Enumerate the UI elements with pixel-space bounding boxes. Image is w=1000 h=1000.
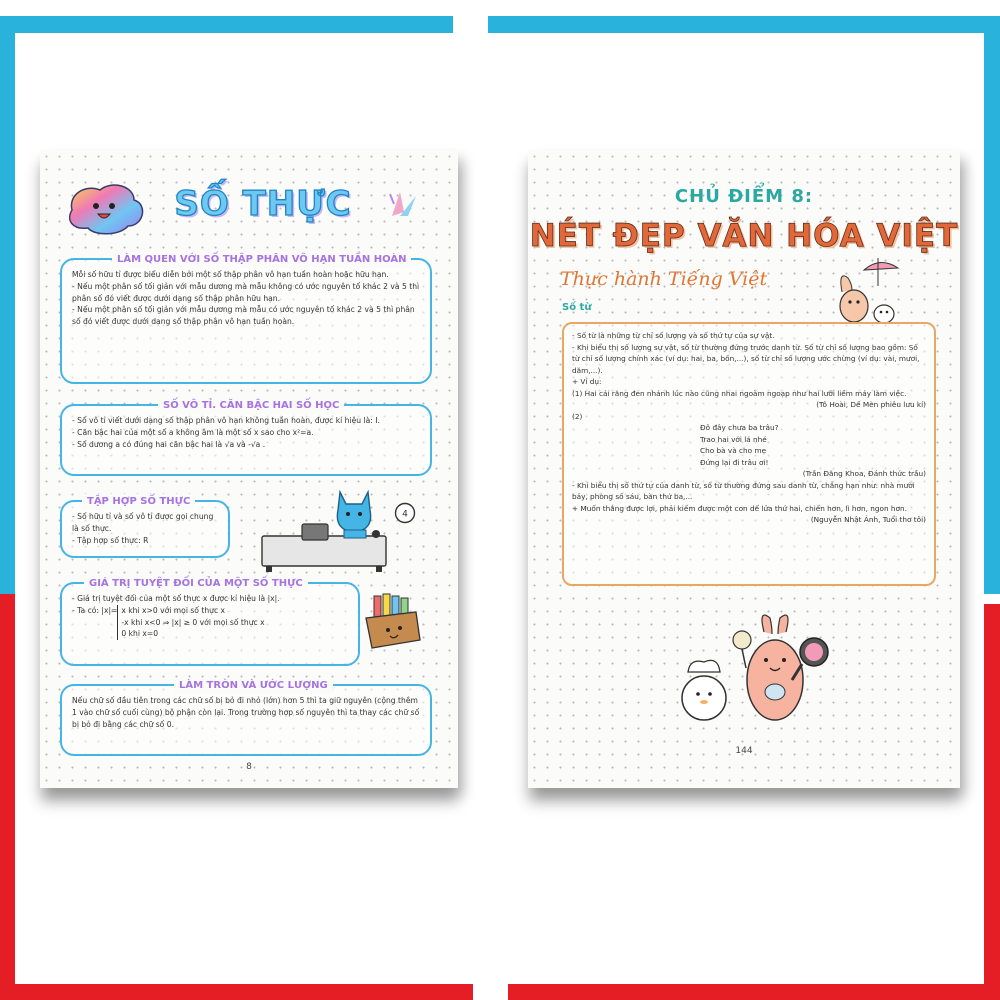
sparkle-icon [386, 186, 422, 222]
cat-at-desk-illustration [258, 484, 388, 574]
frame-bottom-left-bar [0, 984, 473, 1000]
content-text: + Muốn thắng được lợi, phải kiếm được một con dế lửa thứ hai, chiến hơn, lì hơn, ngon hơn. [572, 503, 907, 513]
rainbow-blob-icon [64, 180, 148, 236]
poem-line: Đứng lại đi trâu ơi! [700, 457, 769, 467]
clock-label: 4 [402, 509, 408, 520]
frame-left-blue-bar [0, 16, 15, 594]
section-text: - Giá trị tuyệt đối của một số thực x được kí hiệu là |x|. [72, 594, 280, 603]
poem-line: Trao hai với lá nhé [700, 434, 767, 444]
case-line: -x khi x<0 ⇒ |x| ≥ 0 với mọi số thực x [121, 617, 265, 627]
content-text: - Số từ là những từ chỉ số lượng và số thứ tự của sự vật. [572, 331, 775, 340]
page-number: 8 [246, 762, 252, 772]
section-label: Số từ [562, 302, 592, 313]
section-text: - Tập hợp số thực: R [72, 535, 149, 545]
citation: (Trần Đăng Khoa, Đánh thức trầu) [802, 469, 926, 479]
section-heading: GIÁ TRỊ TUYỆT ĐỐI CỦA MỘT SỐ THỰC [84, 576, 308, 592]
frame-top-right-bar [488, 16, 1000, 33]
page-title: SỐ THỰC [174, 184, 352, 224]
section-real-numbers-set [60, 496, 230, 558]
page-title: NÉT ĐẸP VĂN HÓA VIỆT [529, 218, 959, 254]
section-text: - Nếu một phân số tối giản với mẫu dương mà mẫu có ước nguyên tố khác 2 và 5 thì phân số đó viết được dưới dạng số thập phân vô hạn tuần hoàn. [72, 305, 415, 327]
frame-right-red-bar [984, 604, 1000, 1000]
section-heading: TẬP HỢP SỐ THỰC [82, 494, 195, 510]
section-text: - Nếu một phân số tối giản với mẫu dương mà mẫu không có ước nguyên tố khác 2 và 5 thì phân số đó viết được dưới dạng số thập phân hữu hạn. [72, 281, 420, 303]
left-page [40, 150, 458, 788]
frame-bottom-right-bar [508, 984, 1000, 1000]
section-text: - Ta có: |x|= [72, 605, 118, 615]
section-text: - Số vô tỉ viết dưới dạng số thập phân vô hạn không tuần hoàn, được kí hiệu là: I. [72, 416, 380, 425]
theme-label: CHỦ ĐIỂM 8: [674, 186, 814, 207]
poem [572, 422, 926, 468]
crayon-box-illustration [362, 590, 422, 650]
section-rounding [60, 680, 432, 756]
page-number: 144 [735, 746, 753, 756]
section-text: Mỗi số hữu tỉ được biểu diễn bởi một số thập phân vô hạn tuần hoàn hoặc hữu hạn. [72, 270, 389, 279]
citation: (Tô Hoài, Dế Mèn phiêu lưu kí) [816, 400, 926, 410]
section-heading: SỐ VÔ TỈ. CĂN BẬC HAI SỐ HỌC [158, 398, 344, 414]
frame-top-left-bar [0, 16, 453, 33]
section-heading: LÀM TRÒN VÀ ƯỚC LƯỢNG [174, 678, 333, 694]
poem-number: (2) [572, 411, 583, 421]
content-text: - Khi biểu thị số thứ tự của danh từ, số từ thường đứng sau danh từ, chẳng hạn như: nhà mười bảy, phòng số sáu, bàn thứ ba,... [572, 480, 915, 502]
section-text: - Số hữu tỉ và số vô tỉ được gọi chung là số thực. [72, 512, 214, 533]
clock-icon [394, 502, 416, 524]
frame-left-red-bar [0, 594, 15, 1000]
section-text: - Số dương a có đúng hai căn bậc hai là √a và -√a . [72, 439, 266, 449]
citation: (Nguyễn Nhật Ánh, Tuổi thơ tôi) [810, 515, 926, 525]
section-irrational-sqrt [60, 400, 432, 476]
bunny-cooking-illustration [668, 610, 848, 730]
case-line: 0 khi x=0 [121, 629, 159, 639]
section-text: - Căn bậc hai của một số a không âm là một số x sao cho x²=a. [72, 427, 314, 437]
poem-line: Cho bà và cho mẹ [700, 446, 767, 456]
bunny-umbrella-illustration [834, 256, 904, 328]
subtitle: Thực hành Tiếng Việt [560, 268, 768, 290]
frame-right-blue-bar [984, 16, 1000, 594]
content-box [562, 322, 936, 586]
section-absolute-value [60, 578, 360, 666]
right-page [528, 150, 960, 788]
poem-line: Đô đây chưa ba trâu? [700, 423, 779, 433]
section-text: Nếu chữ số đầu tiên trong các chữ số bị bỏ đi nhỏ (lớn) hơn 5 thì ta giữ nguyên (cộng thêm 1 vào chữ số cuối cùng) bộ phận còn lại. Trong trường hợp số nguyên thì ta thay các chữ số bị bỏ đi bằng các chữ số 0. [72, 696, 420, 729]
case-line: x khi x>0 với mọi số thực x [121, 605, 226, 615]
content-text: - Khi biểu thị số lượng sự vật, số từ thường đứng trước danh từ. Số từ chỉ số lượng bao gồm: Số từ chỉ số lượng chính xác (ví dụ: hai, ba, bốn,...), số từ chỉ số lượng ước chừng (ví dụ: vài, mươi, dăm,...). [572, 342, 920, 375]
content-text: (1) Hai cái răng đen nhánh lúc nào cũng nhai ngoàm ngoạp như hai lưỡi liềm máy làm việc. [572, 388, 907, 398]
content-text: + Ví dụ: [572, 377, 602, 387]
section-repeating-decimal [60, 254, 432, 384]
piecewise-cases [117, 605, 264, 640]
section-heading: LÀM QUEN VỚI SỐ THẬP PHÂN VÔ HẠN TUẦN HOÀN [112, 252, 411, 268]
